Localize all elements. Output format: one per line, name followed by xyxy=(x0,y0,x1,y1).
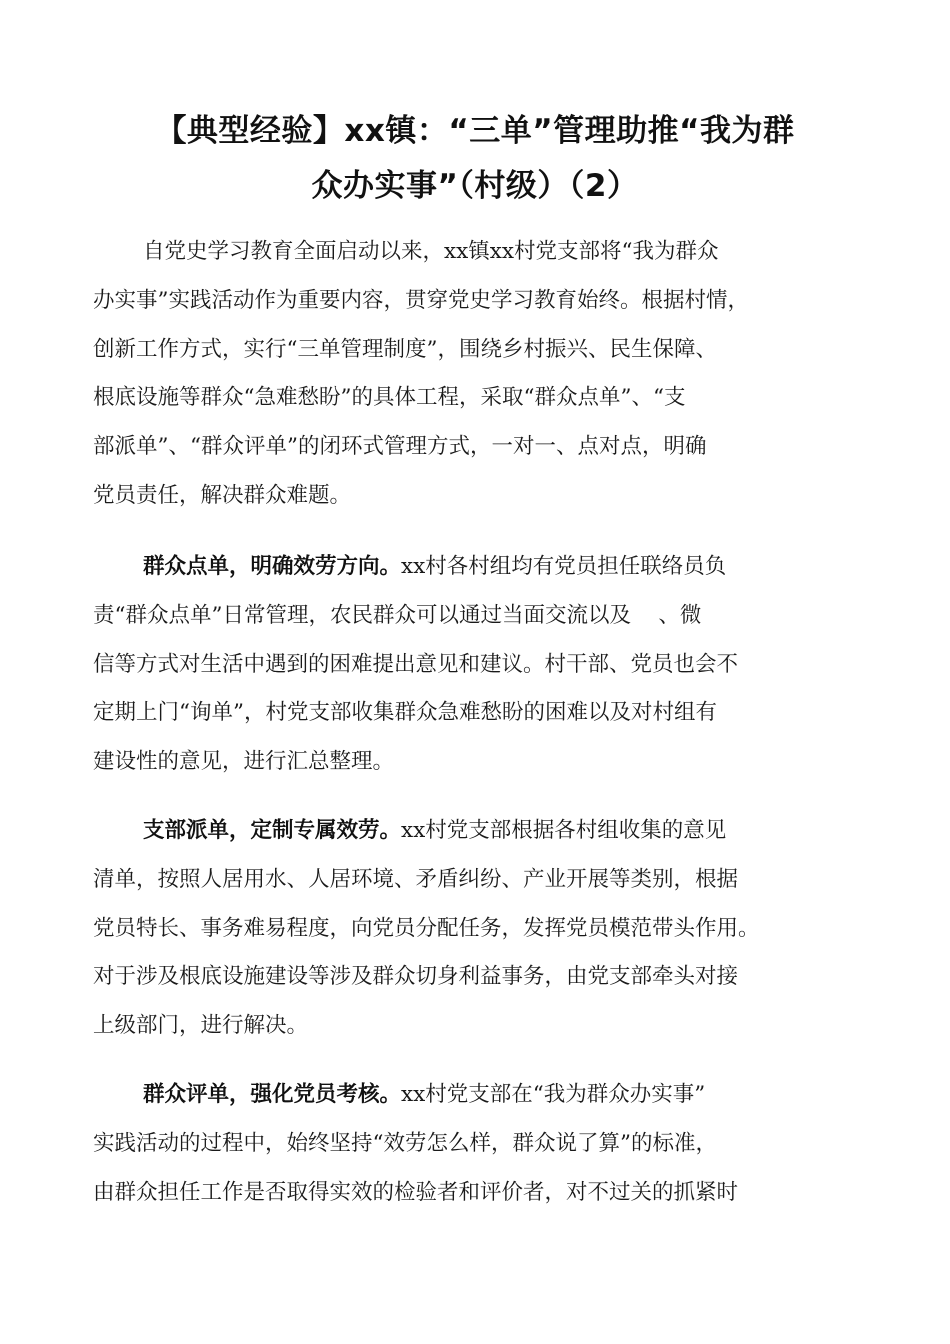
section-first-line xyxy=(93,1071,873,1120)
section-line: 党员特长、事务难易程度，向党员分配任务，发挥党员模范带头作用。 xyxy=(93,915,760,941)
section-paragraph-dispatch xyxy=(93,807,873,1051)
intro-line: 部派单”、“群众评单”的闭环式管理方式，一对一、点对点，明确 xyxy=(93,434,707,460)
intro-paragraph xyxy=(93,228,873,521)
section-line: 对于涉及根底设施建设等涉及群众切身利益事务，由党支部牵头对接 xyxy=(93,964,739,990)
section-line: 上级部门，进行解决。 xyxy=(93,1013,309,1039)
section-heading: 群众评单，强化党员考核。 xyxy=(143,1082,402,1107)
section-first-line xyxy=(93,543,873,592)
section-line: 由群众担任工作是否取得实效的检验者和评价者，对不过关的抓紧时 xyxy=(93,1179,739,1205)
section-heading: 群众点单，明确效劳方向。 xyxy=(143,554,402,579)
section-text: xx村党支部在“我为群众办实事” xyxy=(401,1082,706,1107)
section-paragraph-order xyxy=(93,543,873,787)
section-text: xx村各村组均有党员担任联络员负 xyxy=(401,554,727,579)
section-line: 建设性的意见，进行汇总整理。 xyxy=(93,749,395,775)
section-heading: 支部派单，定制专属效劳。 xyxy=(143,818,402,843)
intro-line: 根底设施等群众“急难愁盼”的具体工程，采取“群众点单”、“支 xyxy=(93,385,686,411)
intro-line: 自党史学习教育全面启动以来，xx镇xx村党支部将“我为群众 xyxy=(143,239,719,264)
title-line-1: 【典型经验】xx镇：“三单”管理助推“我为群 xyxy=(155,113,795,149)
section-paragraph-review xyxy=(93,1071,873,1217)
section-line: 实践活动的过程中，始终坚持“效劳怎么样，群众说了算”的标准， xyxy=(93,1130,717,1156)
section-text: xx村党支部根据各村组收集的意见 xyxy=(401,818,727,843)
intro-line: 办实事”实践活动作为重要内容，贯穿党史学习教育始终。根据村情， xyxy=(93,287,749,313)
section-first-line xyxy=(93,807,873,856)
intro-line: 党员责任，解决群众难题。 xyxy=(93,482,352,508)
document-title xyxy=(95,104,855,214)
section-line: 清单，按照人居用水、人居环境、矛盾纠纷、产业开展等类别，根据 xyxy=(93,866,739,892)
section-line: 定期上门“询单”，村党支部收集群众急难愁盼的困难以及对村组有 xyxy=(93,700,717,726)
section-line: 信等方式对生活中遇到的困难提出意见和建议。村干部、党员也会不 xyxy=(93,651,739,677)
intro-line: 创新工作方式，实行“三单管理制度”，围绕乡村振兴、民生保障、 xyxy=(93,336,717,362)
title-line-2: 众办实事”（村级）（2） xyxy=(311,168,639,204)
section-line: 责“群众点单”日常管理，农民群众可以通过当面交流以及 、微 xyxy=(93,602,702,628)
